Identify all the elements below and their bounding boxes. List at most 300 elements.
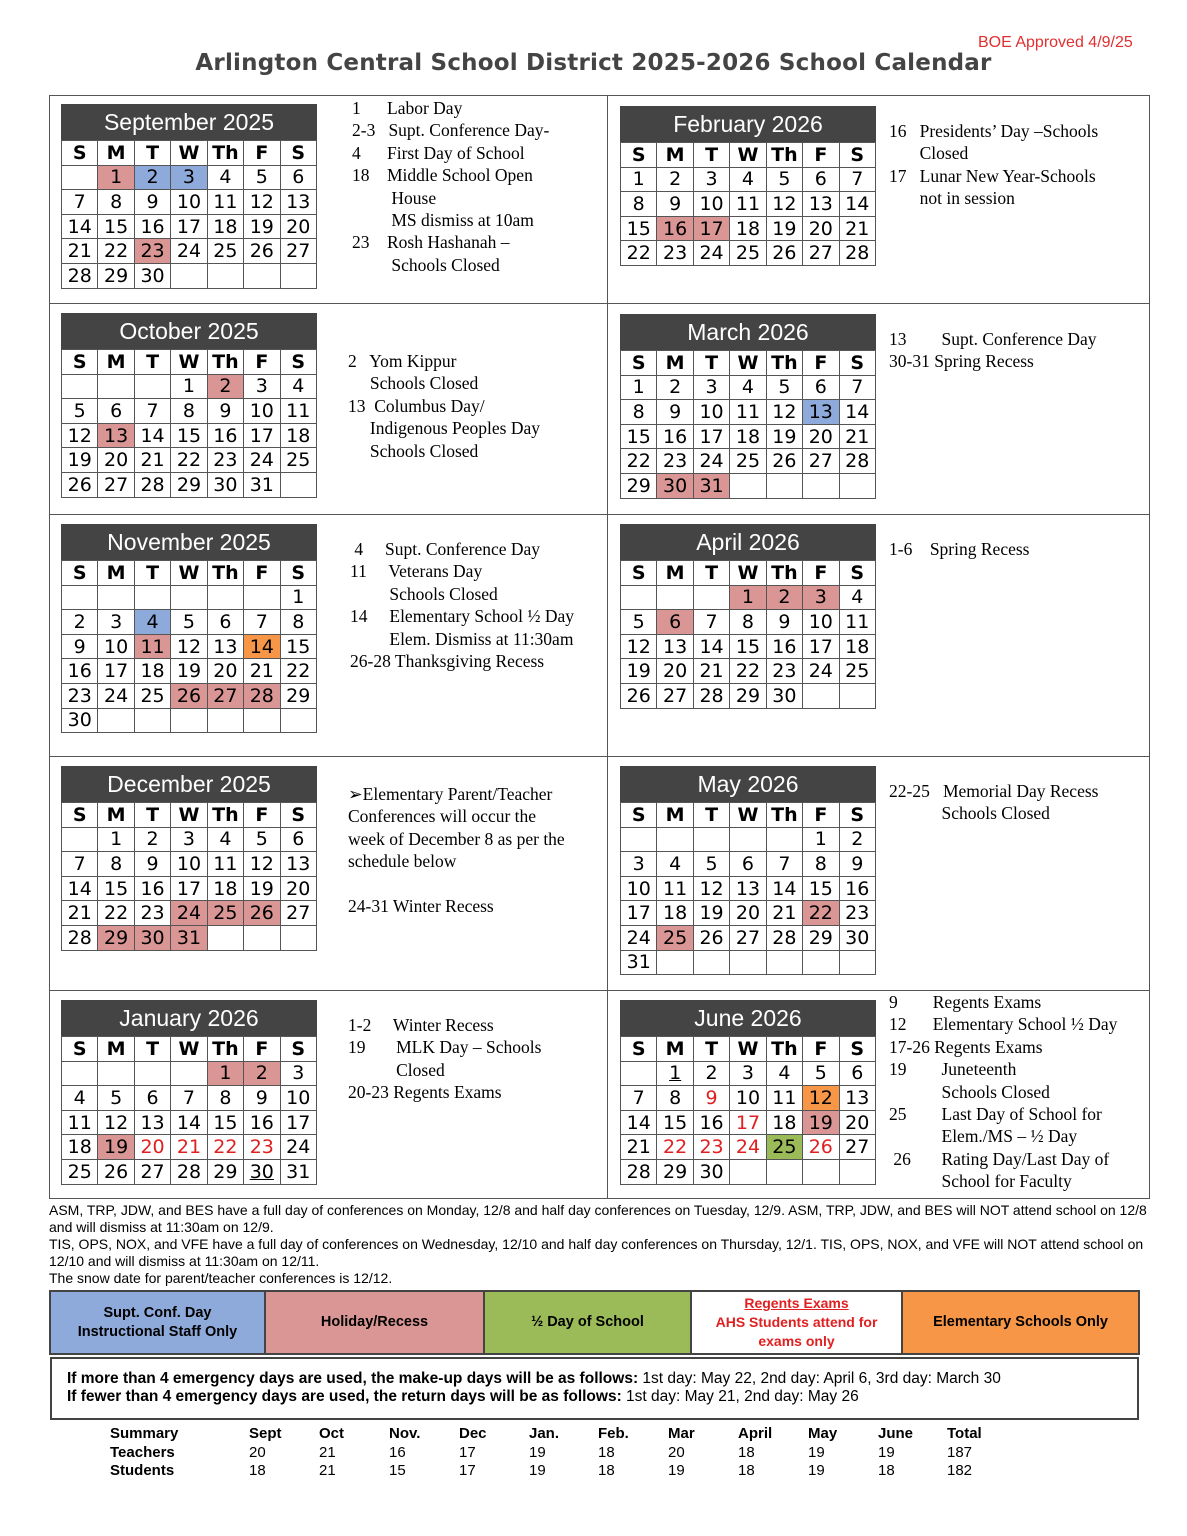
day-cell: 28: [839, 241, 875, 266]
weekday-header: M: [657, 561, 693, 586]
day-cell: 28: [171, 1159, 207, 1184]
note-line: 18 Middle School Open: [352, 165, 533, 186]
day-cell: [803, 950, 839, 975]
day-cell: 17: [98, 659, 134, 684]
day-cell: 11: [730, 192, 766, 217]
weekday-header: S: [280, 1037, 316, 1062]
weekday-header: Th: [766, 803, 802, 828]
note-line: Elem./MS – ½ Day: [889, 1126, 1078, 1147]
day-cell: 3: [693, 167, 729, 192]
day-cell: [244, 925, 280, 950]
day-cell: 29: [803, 925, 839, 950]
day-cell: 9: [657, 400, 693, 425]
day-cell: 20: [803, 216, 839, 241]
summary-header-cell: May: [808, 1425, 838, 1442]
emergency-fewer-value: 1st day: May 21, 2nd day: May 26: [621, 1388, 859, 1405]
month-grid: [620, 142, 876, 266]
day-cell: 27: [207, 683, 243, 708]
day-cell: 24: [803, 659, 839, 684]
note-line: 20-23 Regents Exams: [348, 1082, 502, 1103]
day-cell: 5: [803, 1061, 839, 1086]
day-cell: [98, 585, 134, 610]
weekday-header: S: [280, 141, 316, 166]
note-line: Schools Closed: [350, 583, 498, 604]
note-line: Elem. Dismiss at 11:30am: [350, 628, 574, 649]
summary-header-cell: June: [878, 1425, 914, 1442]
note-line: 19 MLK Day – Schools: [348, 1037, 542, 1058]
day-cell: 5: [693, 852, 729, 877]
weekday-header: M: [657, 803, 693, 828]
grid-divider: [49, 514, 1150, 515]
day-cell: 8: [98, 852, 134, 877]
day-cell: 7: [134, 399, 170, 424]
day-cell: 9: [134, 190, 170, 215]
day-cell: 28: [134, 472, 170, 497]
day-cell: 16: [839, 876, 875, 901]
day-cell: 19: [766, 424, 802, 449]
day-cell: 20: [730, 901, 766, 926]
day-cell: 17: [693, 216, 729, 241]
day-cell: 5: [62, 399, 98, 424]
day-cell: 5: [244, 165, 280, 190]
day-cell: 6: [803, 375, 839, 400]
grid-divider-vertical: [607, 95, 608, 1199]
day-cell: 21: [62, 239, 98, 264]
day-cell: 1: [730, 585, 766, 610]
day-cell: 28: [839, 449, 875, 474]
day-cell: 24: [693, 449, 729, 474]
month-notes: [348, 350, 540, 462]
day-cell: 21: [693, 659, 729, 684]
weekday-header: S: [280, 803, 316, 828]
emergency-more-value: 1st day: May 22, 2nd day: April 6, 3rd day: March 30: [638, 1370, 1001, 1387]
day-cell: 29: [621, 473, 657, 498]
day-cell: 14: [693, 634, 729, 659]
day-cell: 14: [134, 423, 170, 448]
weekday-header: S: [280, 350, 316, 375]
day-cell: 11: [134, 634, 170, 659]
day-cell: 3: [98, 610, 134, 635]
day-cell: 21: [621, 1135, 657, 1160]
day-cell: 31: [171, 925, 207, 950]
day-cell: 13: [98, 423, 134, 448]
day-cell: 11: [766, 1086, 802, 1111]
note-line: week of December 8 as per the: [348, 828, 565, 849]
weekday-header: Th: [207, 1037, 243, 1062]
day-cell: 13: [730, 876, 766, 901]
day-cell: 13: [280, 190, 316, 215]
weekday-header: S: [621, 803, 657, 828]
note-line: 17 Lunar New Year-Schools: [889, 165, 1096, 186]
day-cell: 13: [207, 634, 243, 659]
weekday-header: F: [244, 561, 280, 586]
summary-cell: 17: [459, 1443, 476, 1461]
day-cell: 5: [766, 167, 802, 192]
day-cell: 30: [766, 683, 802, 708]
day-cell: 13: [657, 634, 693, 659]
day-cell: 18: [280, 423, 316, 448]
day-cell: 24: [171, 239, 207, 264]
month-grid: [61, 140, 317, 289]
day-cell: [766, 950, 802, 975]
weekday-header: S: [62, 141, 98, 166]
day-cell: 4: [657, 852, 693, 877]
day-cell: 26: [62, 472, 98, 497]
day-cell: 10: [171, 190, 207, 215]
day-cell: 29: [98, 263, 134, 288]
day-cell: [803, 1159, 839, 1184]
note-line: 17-26 Regents Exams: [889, 1036, 1043, 1057]
day-cell: 14: [171, 1110, 207, 1135]
weekday-header: W: [171, 350, 207, 375]
day-cell: 22: [621, 241, 657, 266]
summary-cell: 19: [529, 1443, 546, 1461]
note-line: 19 Juneteenth: [889, 1059, 1017, 1080]
weekday-header: T: [693, 561, 729, 586]
day-cell: 19: [62, 448, 98, 473]
day-cell: 16: [134, 214, 170, 239]
legend-elementary: Elementary Schools Only: [903, 1292, 1138, 1353]
day-cell: [839, 683, 875, 708]
day-cell: 23: [766, 659, 802, 684]
summary-cell: 16: [389, 1443, 406, 1461]
weekday-header: S: [621, 143, 657, 168]
day-cell: 22: [98, 901, 134, 926]
day-cell: [171, 263, 207, 288]
day-cell: 13: [134, 1110, 170, 1135]
month-notes: [348, 1014, 541, 1104]
day-cell: 16: [62, 659, 98, 684]
day-cell: [62, 585, 98, 610]
day-cell: 10: [280, 1086, 316, 1111]
summary-cell: 18: [738, 1462, 755, 1479]
day-cell: 3: [693, 375, 729, 400]
summary-cell: 182: [947, 1462, 973, 1479]
day-cell: [171, 585, 207, 610]
day-cell: 18: [730, 216, 766, 241]
day-cell: 25: [839, 659, 875, 684]
day-cell: 14: [766, 876, 802, 901]
day-cell: 5: [244, 827, 280, 852]
day-cell: 31: [621, 950, 657, 975]
summary-cell: Students: [110, 1462, 175, 1479]
note-line: 13 Supt. Conference Day: [889, 329, 1097, 349]
weekday-header: T: [134, 141, 170, 166]
day-cell: 19: [244, 876, 280, 901]
weekday-header: S: [621, 1037, 657, 1062]
month-title: October 2025: [61, 313, 317, 349]
day-cell: 25: [766, 1135, 802, 1160]
day-cell: 28: [62, 925, 98, 950]
weekday-header: T: [693, 803, 729, 828]
note-line: schedule below: [348, 851, 457, 872]
day-cell: 4: [766, 1061, 802, 1086]
day-cell: 4: [280, 374, 316, 399]
day-cell: 4: [730, 375, 766, 400]
day-cell: 1: [280, 585, 316, 610]
day-cell: 23: [244, 1135, 280, 1160]
summary-cell: 17: [459, 1462, 476, 1479]
month-notes: [889, 991, 1117, 1193]
weekday-header: Th: [207, 561, 243, 586]
month-calendar: [61, 104, 317, 289]
day-cell: 21: [766, 901, 802, 926]
day-cell: [134, 585, 170, 610]
day-cell: 29: [171, 472, 207, 497]
day-cell: 2: [657, 167, 693, 192]
day-cell: 27: [280, 239, 316, 264]
day-cell: 9: [134, 852, 170, 877]
month-grid: [61, 802, 317, 951]
day-cell: [657, 827, 693, 852]
day-cell: 6: [134, 1086, 170, 1111]
weekday-header: F: [244, 350, 280, 375]
day-cell: 1: [171, 374, 207, 399]
weekday-header: T: [134, 561, 170, 586]
day-cell: 15: [98, 876, 134, 901]
note-line: ➢Elementary Parent/Teacher: [348, 784, 553, 804]
month-grid: [620, 1036, 876, 1185]
summary-header-cell: Feb.: [598, 1425, 629, 1442]
boe-approval-note: BOE Approved 4/9/25: [978, 34, 1133, 51]
month-grid: [620, 802, 876, 975]
month-calendar: [61, 524, 317, 733]
day-cell: 8: [657, 1086, 693, 1111]
day-cell: 4: [207, 827, 243, 852]
day-cell: 10: [803, 610, 839, 635]
day-cell: 25: [730, 241, 766, 266]
weekday-header: Th: [766, 561, 802, 586]
day-cell: 29: [280, 683, 316, 708]
weekday-header: M: [98, 141, 134, 166]
day-cell: 22: [803, 901, 839, 926]
weekday-header: M: [657, 143, 693, 168]
day-cell: 12: [803, 1086, 839, 1111]
day-cell: [62, 1061, 98, 1086]
day-cell: 5: [766, 375, 802, 400]
day-cell: [280, 263, 316, 288]
note-line: Conferences will occur the: [348, 806, 537, 827]
day-cell: 21: [839, 216, 875, 241]
note-line: House: [352, 187, 437, 208]
summary-header-cell: Summary: [110, 1425, 179, 1442]
day-cell: 11: [207, 852, 243, 877]
day-cell: [62, 165, 98, 190]
weekday-header: M: [98, 561, 134, 586]
day-cell: [730, 950, 766, 975]
day-cell: 2: [839, 827, 875, 852]
weekday-header: T: [693, 351, 729, 376]
summary-cell: 18: [249, 1462, 266, 1479]
summary-header-cell: Nov.: [389, 1425, 421, 1442]
note-line: MS dismiss at 10am: [352, 210, 534, 231]
day-cell: 17: [693, 424, 729, 449]
day-cell: 12: [766, 400, 802, 425]
day-cell: 23: [134, 239, 170, 264]
day-cell: 16: [244, 1110, 280, 1135]
weekday-header: W: [730, 1037, 766, 1062]
day-cell: 22: [280, 659, 316, 684]
note-line: 2 Yom Kippur: [348, 351, 457, 371]
day-cell: 31: [693, 473, 729, 498]
note-line: Schools Closed: [348, 373, 479, 394]
day-cell: 19: [621, 659, 657, 684]
summary-cell: 187: [947, 1443, 973, 1461]
summary-cell: 19: [529, 1462, 546, 1479]
day-cell: 20: [803, 424, 839, 449]
day-cell: 11: [657, 876, 693, 901]
weekday-header: M: [657, 351, 693, 376]
footnote: The snow date for parent/teacher conferences is 12/12.: [49, 1270, 393, 1286]
day-cell: 15: [98, 214, 134, 239]
weekday-header: W: [171, 803, 207, 828]
month-grid: [61, 560, 317, 733]
day-cell: 28: [621, 1159, 657, 1184]
day-cell: 27: [134, 1159, 170, 1184]
day-cell: 18: [730, 424, 766, 449]
note-line: 9 Regents Exams: [889, 992, 1042, 1012]
day-cell: 5: [621, 610, 657, 635]
day-cell: 14: [839, 192, 875, 217]
month-title: February 2026: [620, 106, 876, 142]
day-cell: 27: [730, 925, 766, 950]
weekday-header: T: [134, 1037, 170, 1062]
summary-cell: 18: [598, 1443, 615, 1461]
day-cell: 3: [171, 165, 207, 190]
day-cell: 30: [207, 472, 243, 497]
day-cell: 22: [657, 1135, 693, 1160]
day-cell: 12: [766, 192, 802, 217]
month-title: January 2026: [61, 1000, 317, 1036]
day-cell: 19: [98, 1135, 134, 1160]
day-cell: 4: [839, 585, 875, 610]
month-notes: [889, 120, 1098, 210]
day-cell: 4: [730, 167, 766, 192]
day-cell: 18: [766, 1110, 802, 1135]
weekday-header: S: [839, 561, 875, 586]
day-cell: 22: [730, 659, 766, 684]
day-cell: 26: [803, 1135, 839, 1160]
day-cell: 16: [207, 423, 243, 448]
day-cell: 12: [171, 634, 207, 659]
day-cell: 15: [621, 216, 657, 241]
month-grid: [61, 1036, 317, 1185]
day-cell: [839, 473, 875, 498]
day-cell: 9: [207, 399, 243, 424]
note-line: 4 Supt. Conference Day: [350, 539, 541, 559]
note-line: 24-31 Winter Recess: [348, 896, 494, 917]
day-cell: 20: [280, 876, 316, 901]
month-calendar: [61, 313, 317, 498]
weekday-header: F: [803, 143, 839, 168]
note-line: 16 Presidents’ Day –Schools: [889, 121, 1099, 141]
day-cell: 8: [803, 852, 839, 877]
weekday-header: Th: [766, 1037, 802, 1062]
day-cell: 29: [730, 683, 766, 708]
summary-header-cell: Mar: [668, 1425, 695, 1442]
day-cell: 27: [803, 241, 839, 266]
day-cell: 7: [839, 167, 875, 192]
day-cell: 6: [280, 827, 316, 852]
weekday-header: S: [62, 350, 98, 375]
day-cell: [621, 1061, 657, 1086]
day-cell: [134, 708, 170, 733]
day-cell: 15: [803, 876, 839, 901]
month-notes: [889, 328, 1097, 373]
weekday-header: T: [134, 803, 170, 828]
day-cell: 10: [693, 192, 729, 217]
legend-regents: Regents Exams AHS Students attend for exams only: [692, 1292, 903, 1353]
summary-header-cell: Sept: [249, 1425, 282, 1442]
day-cell: [730, 473, 766, 498]
day-cell: 2: [693, 1061, 729, 1086]
day-cell: 23: [207, 448, 243, 473]
day-cell: 14: [839, 400, 875, 425]
day-cell: 16: [766, 634, 802, 659]
weekday-header: F: [803, 351, 839, 376]
weekday-header: W: [730, 803, 766, 828]
day-cell: 25: [657, 925, 693, 950]
day-cell: 6: [657, 610, 693, 635]
day-cell: 12: [62, 423, 98, 448]
page-title: Arlington Central School District 2025-2026 School Calendar: [195, 50, 992, 76]
weekday-header: M: [98, 350, 134, 375]
day-cell: 28: [766, 925, 802, 950]
weekday-header: M: [98, 803, 134, 828]
day-cell: 7: [766, 852, 802, 877]
day-cell: 9: [657, 192, 693, 217]
weekday-header: W: [171, 1037, 207, 1062]
note-line: 22-25 Memorial Day Recess: [889, 781, 1099, 801]
day-cell: 22: [98, 239, 134, 264]
day-cell: 26: [244, 901, 280, 926]
note-line: 23 Rosh Hashanah –: [352, 232, 510, 253]
day-cell: 7: [839, 375, 875, 400]
day-cell: [244, 585, 280, 610]
note-line: 25 Last Day of School for: [889, 1104, 1102, 1125]
day-cell: 10: [730, 1086, 766, 1111]
legend-half-day: ½ Day of School: [485, 1292, 692, 1353]
note-line: 1 Labor Day: [352, 98, 463, 118]
note-line: Schools Closed: [889, 1081, 1050, 1102]
day-cell: 25: [730, 449, 766, 474]
day-cell: 25: [207, 901, 243, 926]
month-calendar: [620, 314, 876, 499]
day-cell: 14: [621, 1110, 657, 1135]
month-notes: [348, 783, 565, 917]
summary-cell: 19: [878, 1443, 895, 1461]
note-line: 26 Rating Day/Last Day of: [889, 1148, 1110, 1169]
day-cell: 1: [98, 827, 134, 852]
day-cell: 29: [657, 1159, 693, 1184]
day-cell: [621, 585, 657, 610]
summary-header-cell: Total: [947, 1425, 982, 1442]
summary-cell: Teachers: [110, 1443, 175, 1461]
day-cell: 11: [730, 400, 766, 425]
day-cell: 17: [171, 214, 207, 239]
day-cell: [621, 827, 657, 852]
day-cell: 26: [766, 449, 802, 474]
day-cell: 17: [244, 423, 280, 448]
day-cell: 25: [62, 1159, 98, 1184]
note-line: 13 Columbus Day/: [348, 395, 485, 416]
day-cell: 17: [171, 876, 207, 901]
day-cell: 28: [62, 263, 98, 288]
day-cell: 31: [244, 472, 280, 497]
summary-cell: 18: [598, 1462, 615, 1479]
day-cell: 17: [730, 1110, 766, 1135]
day-cell: 9: [839, 852, 875, 877]
